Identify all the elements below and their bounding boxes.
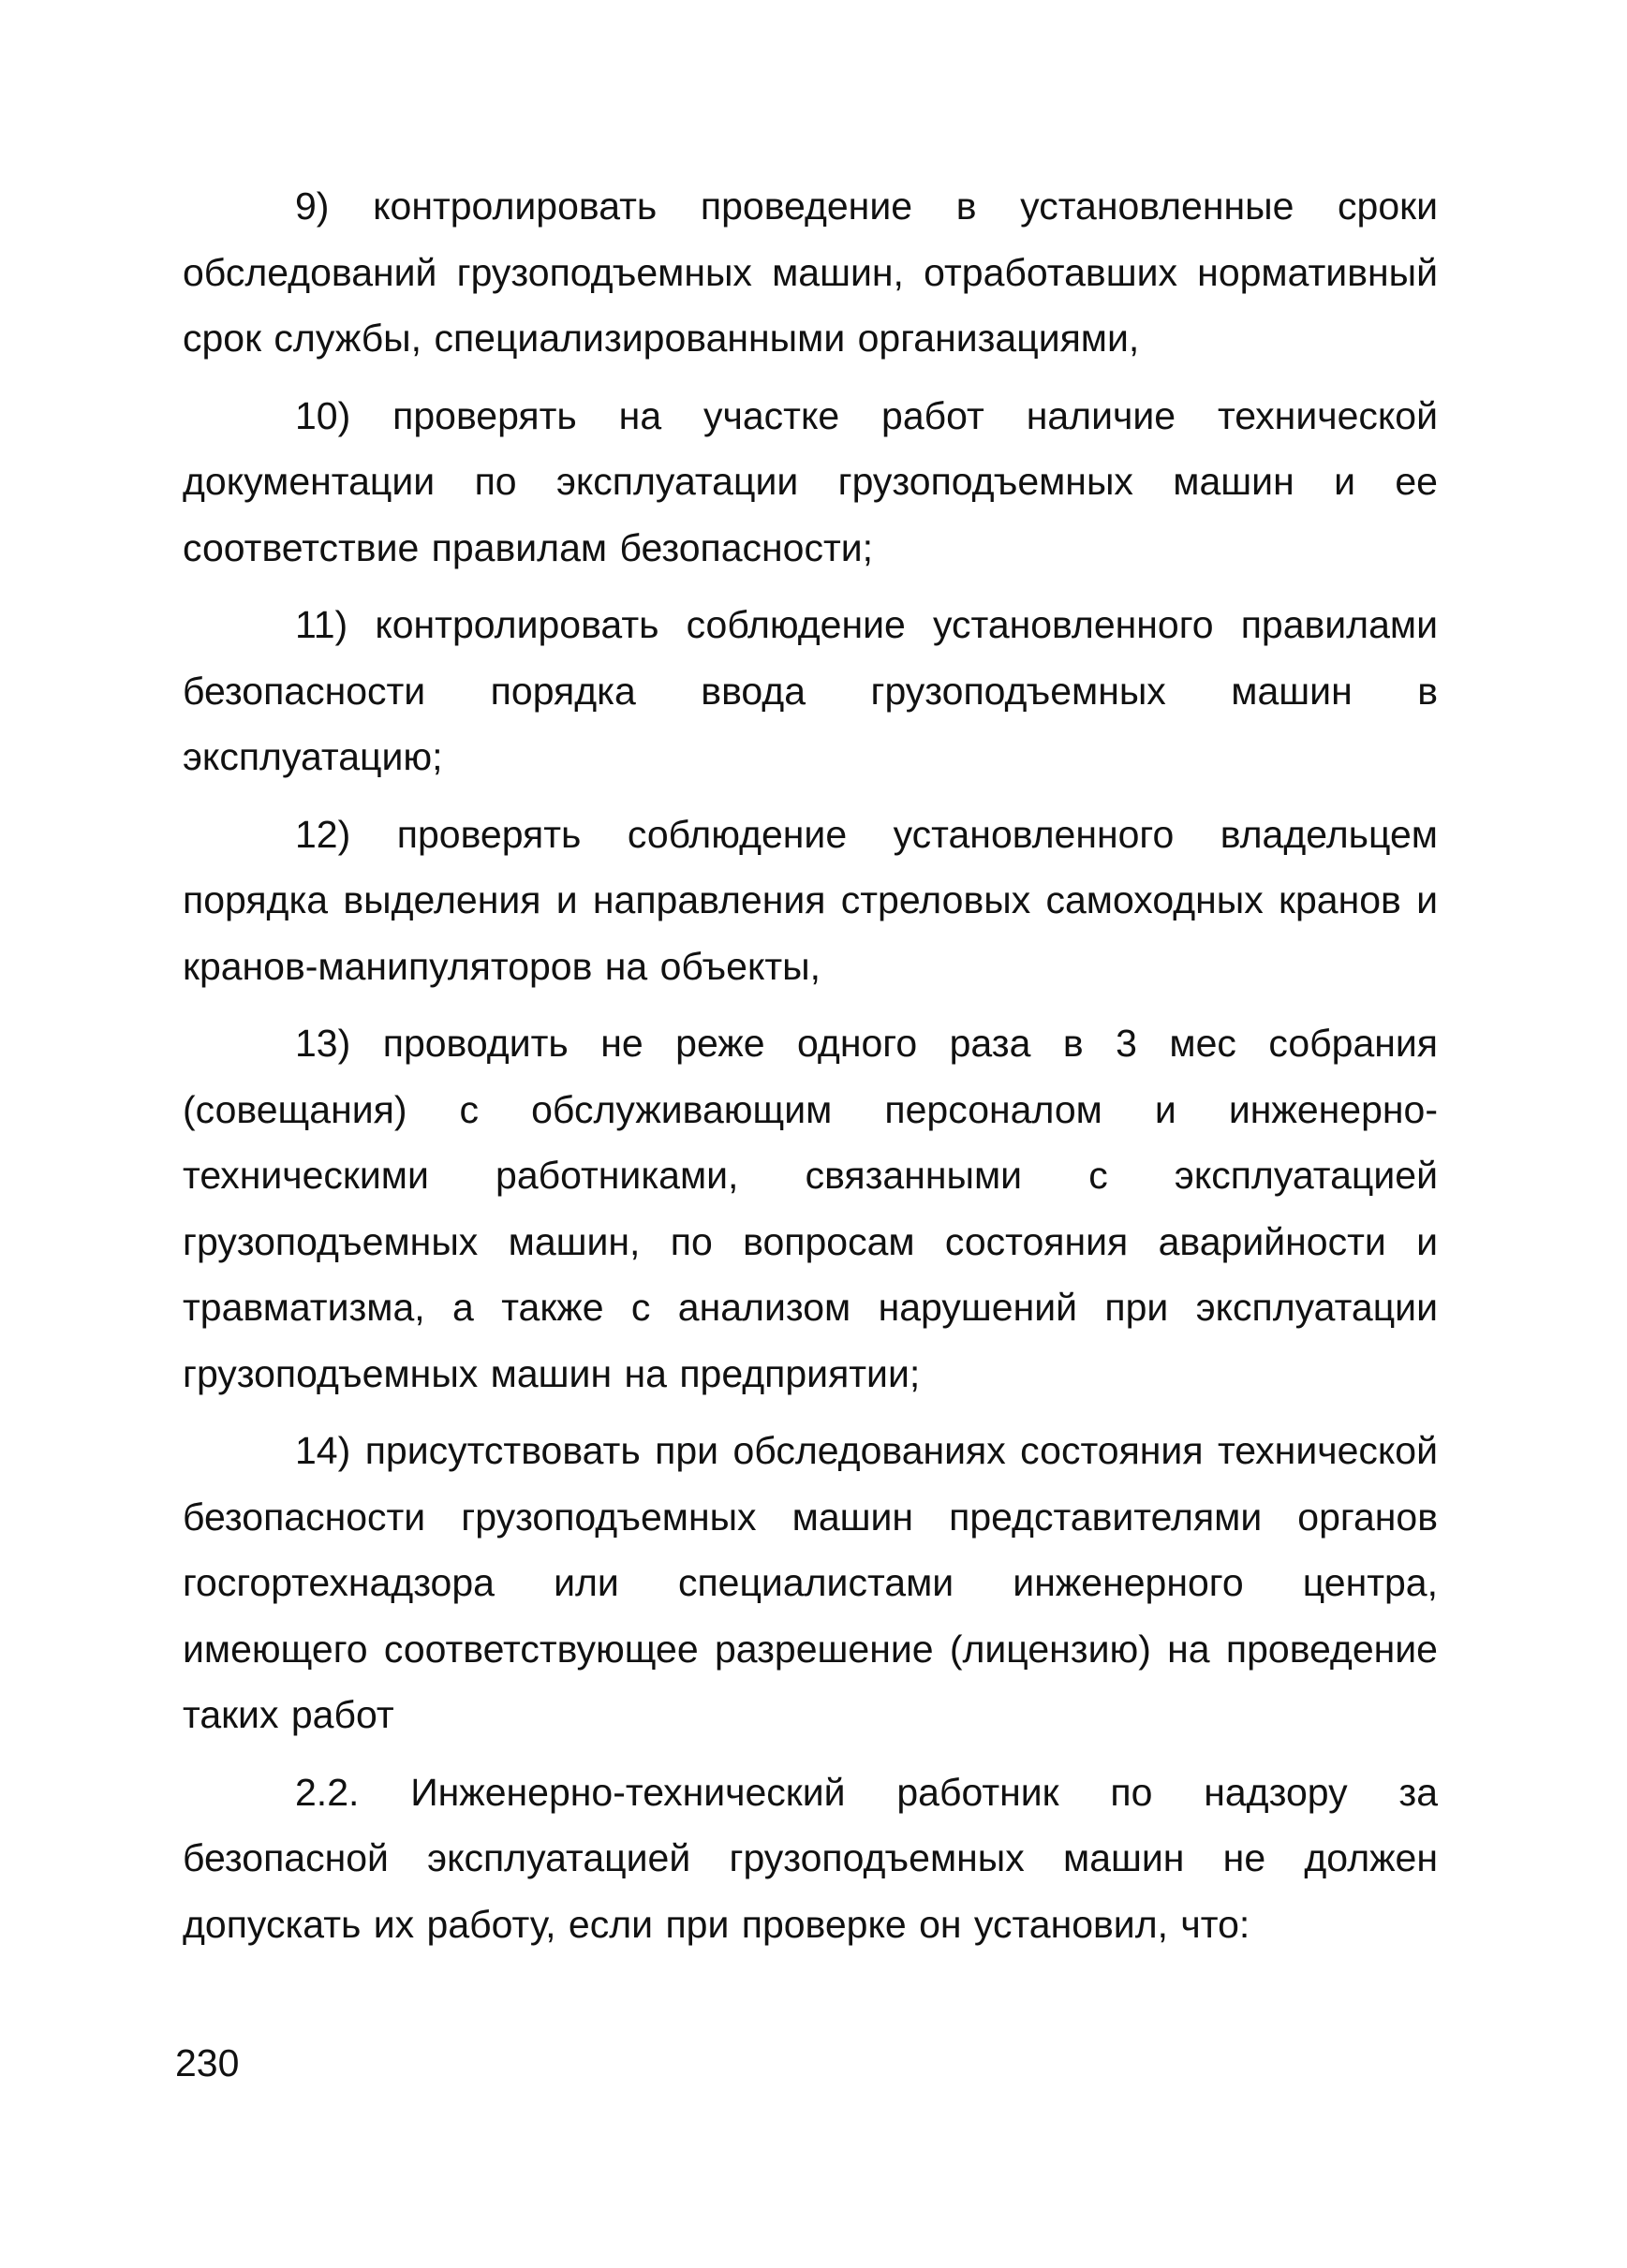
paragraph-item-13: 13) проводить не реже одного раза в 3 мес собрания (совещания) с обслуживающим персоналом и инженерно-техническими работниками, связанными с эксплуатацией грузоподъемных машин, по вопросам состояния аварийности и травматизма, а также с анализом нарушений при эксплуатации грузоподъемных машин на предприятии; bbox=[183, 1022, 1438, 1395]
paragraph-item-14: 14) присутствовать при обследованиях состояния технической безопасности грузоподъемных машин представителями органов госгортехнадзора или специалистами инженерного центра, имеющего соответствующее разрешение (лицензию) на проведение таких работ bbox=[183, 1429, 1438, 1736]
paragraph-item-10: 10) проверять на участке работ наличие технической документации по эксплуатации грузоподъемных машин и ее соответствие правилам безопасности; bbox=[183, 393, 1438, 569]
paragraph-item-11: 11) контролировать соблюдение установленного правилами безопасности порядка ввода грузоподъемных машин в эксплуатацию; bbox=[183, 603, 1438, 778]
paragraph-item-12: 12) проверять соблюдение установленного владельцем порядка выделения и направления стреловых самоходных кранов и кранов-манипуляторов на объекты, bbox=[183, 812, 1438, 988]
page-number: 230 bbox=[175, 2041, 240, 2084]
paragraph-section-2-2: 2.2. Инженерно-технический работник по надзору за безопасной эксплуатацией грузоподъемных машин не должен допускать их работу, если при проверке он установил, что: bbox=[183, 1770, 1438, 1946]
body-text bbox=[183, 173, 1438, 1968]
paragraph-item-9: 9) контролировать проведение в установленные сроки обследований грузоподъемных машин, отработавших нормативный срок службы, специализированными организациями, bbox=[183, 184, 1438, 360]
